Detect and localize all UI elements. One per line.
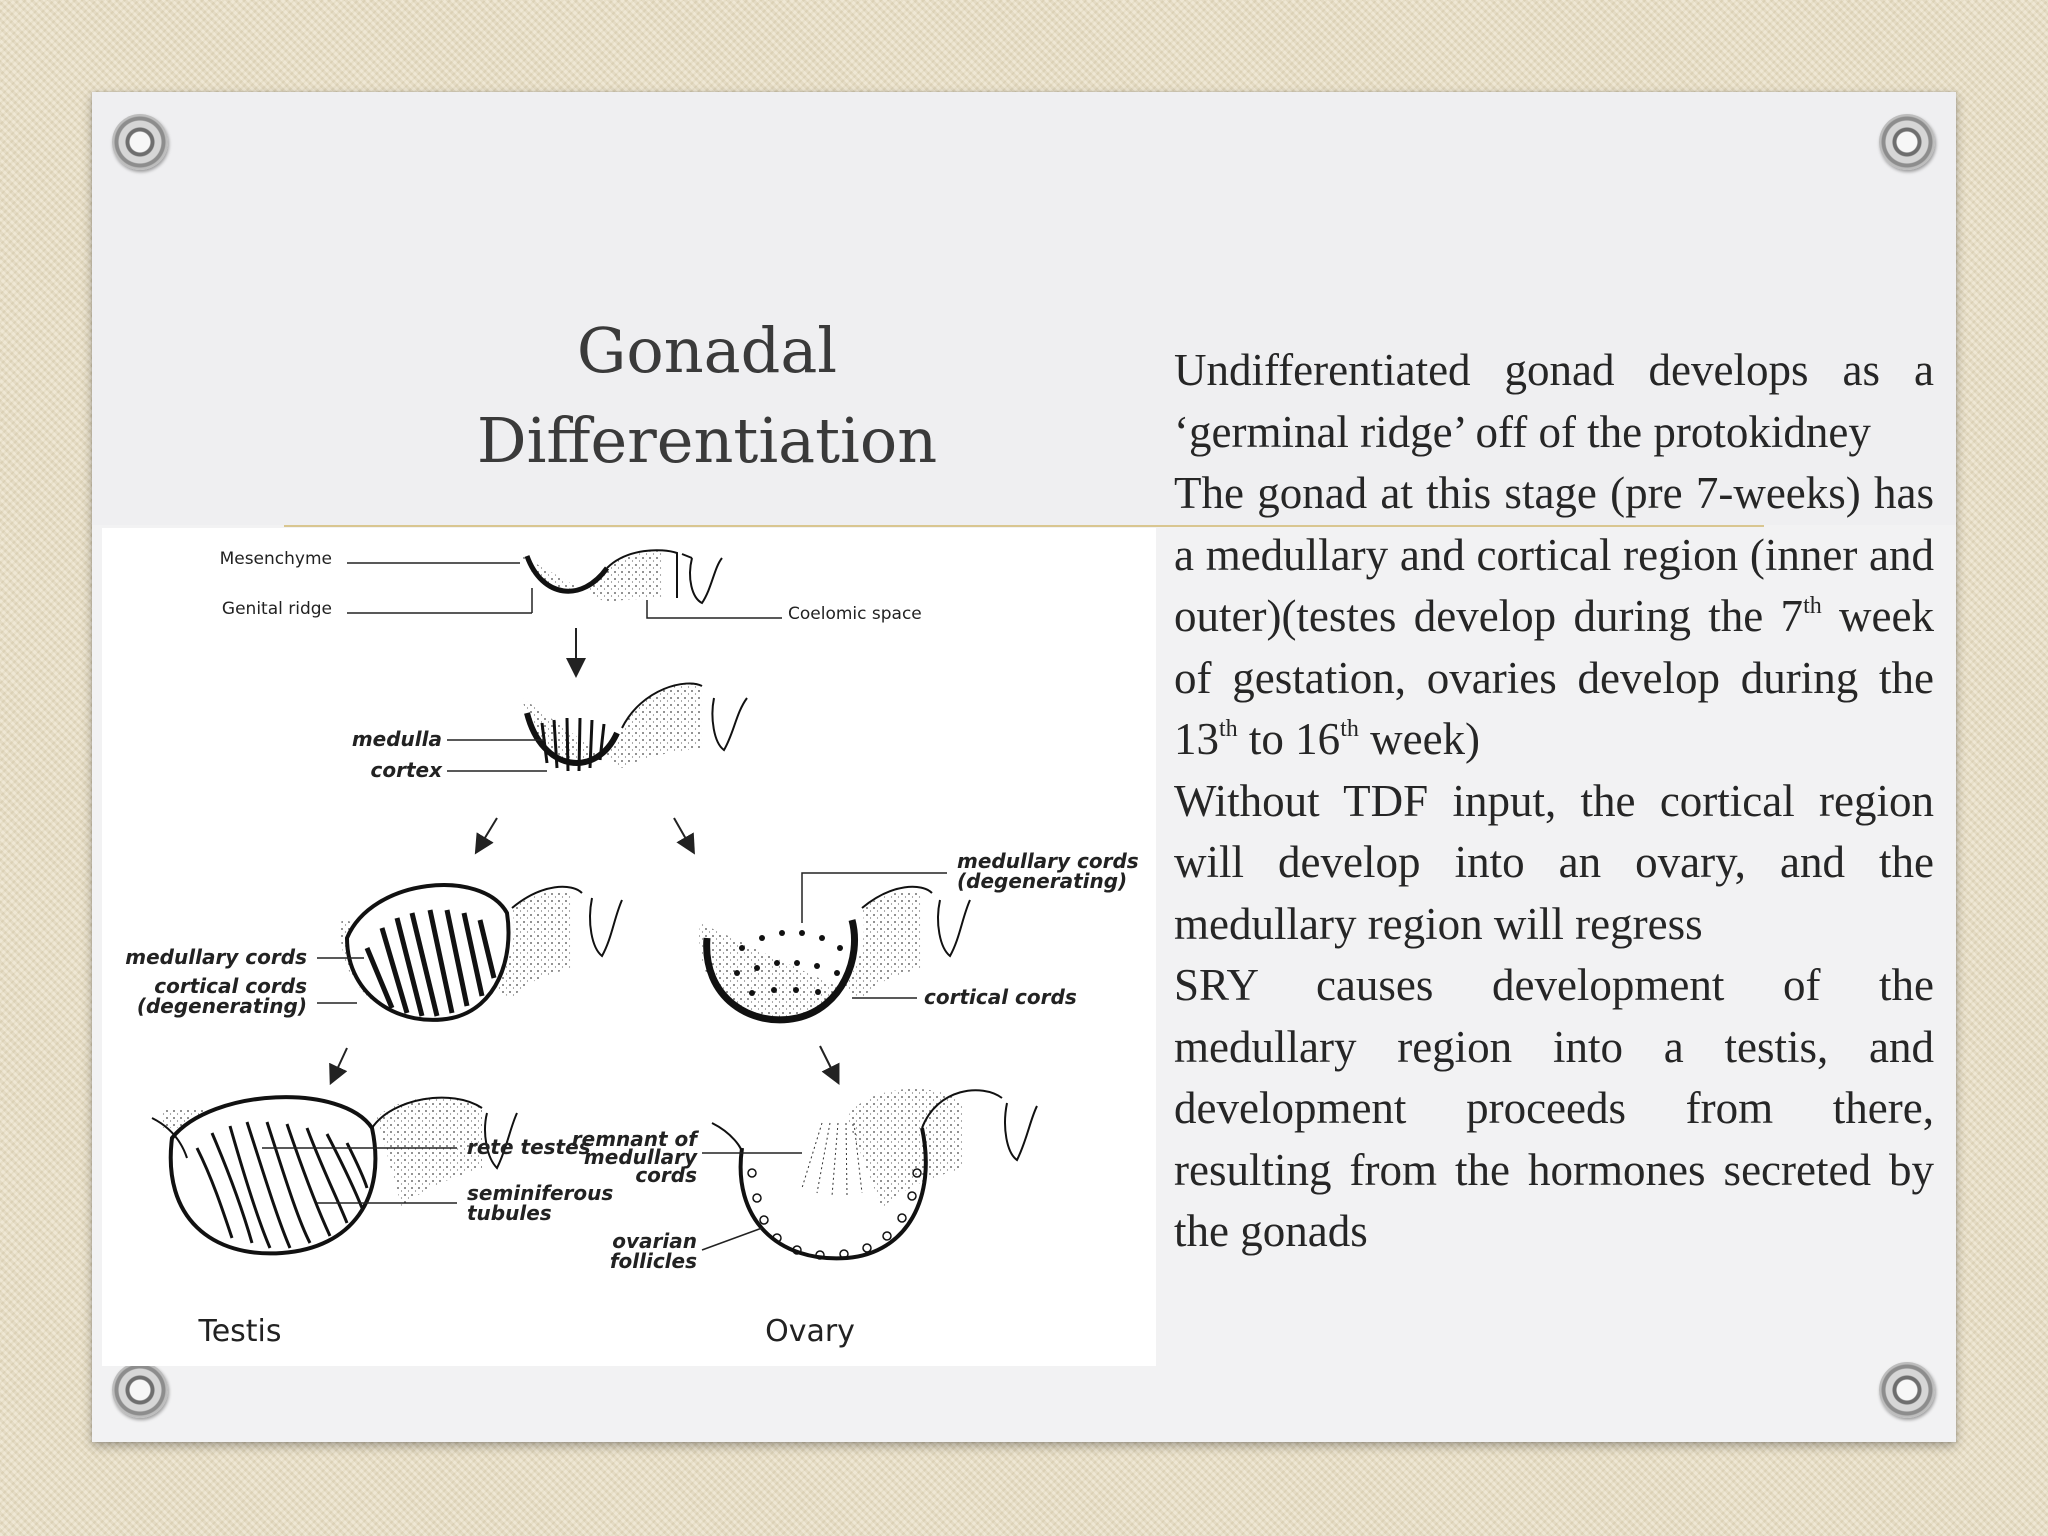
label-seminiferous-2: tubules <box>467 1201 552 1225</box>
label-ovary: Ovary <box>765 1314 855 1349</box>
label-cortical-cords: cortical cords <box>924 985 1077 1009</box>
paragraph-gonad-stage <box>1174 463 1934 771</box>
label-medullary-cords-deg-1: medullary cords <box>957 849 1139 873</box>
label-seminiferous-1: seminiferous <box>467 1181 614 1205</box>
grommet-top-left-icon <box>112 114 168 170</box>
stage-ovary <box>712 1089 1037 1259</box>
p2-text-d: week) <box>1358 714 1481 764</box>
label-mesenchyme: Mesenchyme <box>219 549 332 569</box>
title-line-2: Differentiation <box>476 404 938 477</box>
label-remnant-2: medullary <box>583 1145 697 1169</box>
label-coelomic-space: Coelomic space <box>788 604 922 624</box>
label-genital-ridge: Genital ridge <box>221 599 332 619</box>
p2-text-b: week of gestation, ovaries develop during the 13 <box>1174 591 1934 764</box>
grommet-top-right-icon <box>1879 114 1935 170</box>
stage-testis <box>152 1097 517 1253</box>
p2-sup-3: th <box>1340 716 1359 742</box>
slide <box>92 92 1956 1442</box>
grommet-bottom-right-icon <box>1879 1362 1935 1418</box>
grommet-bottom-left-icon <box>112 1362 168 1418</box>
title-line-1: Gonadal <box>576 314 838 387</box>
label-cortical-cords-deg-1: cortical cords <box>154 974 307 998</box>
body-text <box>1174 340 1934 1263</box>
label-cortical-cords-deg-2: (degenerating) <box>136 994 307 1018</box>
label-cortex: cortex <box>370 758 442 782</box>
label-medulla: medulla <box>351 727 442 751</box>
label-medullary-cords-deg-2: (degenerating) <box>957 869 1128 893</box>
stage-medulla-cortex <box>522 683 747 771</box>
label-medullary-cords: medullary cords <box>125 945 307 969</box>
label-testis: Testis <box>198 1314 282 1349</box>
stage-testis-developing <box>341 885 622 1020</box>
gonad-differentiation-diagram <box>102 528 1156 1366</box>
p2-text-c: to 16 <box>1237 714 1341 764</box>
paragraph-without-tdf: Without TDF input, the cortical region will develop into an ovary, and the medullary region will regress <box>1174 775 1934 949</box>
p2-sup-2: th <box>1219 716 1238 742</box>
stage-undifferentiated <box>522 550 722 603</box>
paragraph-germinal-ridge: Undifferentiated gonad develops as a ‘germinal ridge’ off of the protokidney <box>1174 345 1934 457</box>
paragraph-sry: SRY causes development of the medullary region into a testis, and development proceeds from there, resulting from the hormones secreted by the gonads <box>1174 960 1934 1256</box>
p2-sup-1: th <box>1803 593 1822 619</box>
label-remnant-3: cords <box>635 1163 697 1187</box>
label-remnant-1: remnant of <box>571 1127 697 1151</box>
slide-title <box>352 306 1062 486</box>
label-rete-testes: rete testes <box>467 1135 591 1159</box>
label-ovarian-2: follicles <box>609 1249 697 1273</box>
p2-text-a: The gonad at this stage (pre 7-weeks) has a medullary and cortical region (inner and outer)(testes develop during the 7 <box>1174 468 1934 641</box>
label-ovarian-1: ovarian <box>612 1229 697 1253</box>
